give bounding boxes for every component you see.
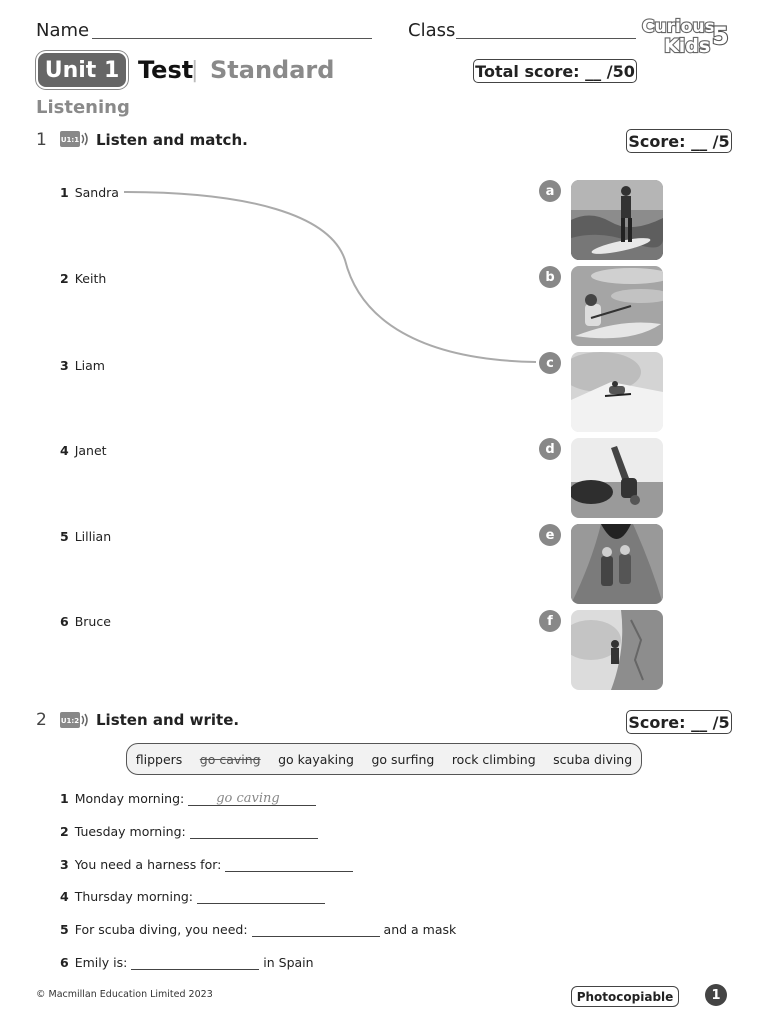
letter-e: e: [539, 524, 561, 546]
rock-climbing-photo: [571, 610, 663, 690]
kayaking-photo: [571, 266, 663, 346]
question-row: 3 You need a harness for:: [60, 857, 353, 872]
answer-field[interactable]: [190, 824, 318, 839]
question-row: 1 Monday morning: go caving: [60, 791, 316, 806]
surfing-photo: [571, 180, 663, 260]
letter-f: f: [539, 610, 561, 632]
answer-field[interactable]: [252, 922, 380, 937]
answer-field[interactable]: [197, 889, 325, 904]
word-bank-item: go kayaking: [278, 751, 354, 767]
svg-text:Curious: Curious: [642, 17, 715, 37]
letter-a: a: [539, 180, 561, 202]
word-bank-item: rock climbing: [451, 751, 536, 767]
name-label: Name: [36, 20, 90, 41]
word-bank-item: flippers: [135, 751, 183, 767]
page-number: 1: [705, 984, 727, 1006]
answer-field[interactable]: [225, 857, 353, 872]
svg-text:5: 5: [712, 22, 729, 50]
caving-photo: [571, 524, 663, 604]
exercise-2-score: Score: __ /5: [626, 710, 732, 734]
list-item: 5 Lillian: [60, 529, 112, 544]
answer-field[interactable]: [131, 955, 259, 970]
exercise-2-instruction: Listen and write.: [96, 711, 240, 729]
question-row: 5 For scuba diving, you need: and a mask: [60, 922, 457, 937]
word-bank-item-used: go caving: [199, 751, 261, 767]
class-label: Class: [408, 20, 456, 41]
exercise-2-number: 2: [36, 710, 47, 730]
question-row: 6 Emily is: in Spain: [60, 955, 314, 970]
title-separator: |: [191, 58, 199, 83]
snowboarding-photo: [571, 352, 663, 432]
scuba-diving-photo: [571, 438, 663, 518]
title-level: Standard: [210, 56, 335, 84]
title-test: Test: [138, 56, 194, 84]
unit-badge: Unit 1: [38, 53, 126, 87]
photocopiable-badge: Photocopiable: [571, 986, 679, 1007]
letter-c: c: [539, 352, 561, 374]
exercise-1-score: Score: __ /5: [626, 129, 732, 153]
word-bank: [126, 743, 642, 775]
letter-b: b: [539, 266, 561, 288]
question-row: 2 Tuesday morning:: [60, 824, 318, 839]
list-item: 2 Keith: [60, 271, 107, 286]
list-item: 3 Liam: [60, 358, 105, 373]
letter-d: d: [539, 438, 561, 460]
word-bank-item: go surfing: [371, 751, 435, 767]
svg-text:U1:1: U1:1: [60, 136, 80, 144]
list-item: 1 Sandra: [60, 185, 119, 200]
answer-field[interactable]: go caving: [188, 791, 316, 806]
list-item: 6 Bruce: [60, 614, 111, 629]
total-score-box: Total score: __ /50: [473, 59, 637, 83]
list-item: 4 Janet: [60, 443, 107, 458]
section-heading: Listening: [36, 97, 130, 118]
copyright: © Macmillan Education Limited 2023: [36, 989, 213, 1000]
exercise-1-number: 1: [36, 130, 47, 150]
audio-track-icon[interactable]: [60, 711, 92, 733]
question-row: 4 Thursday morning:: [60, 889, 325, 904]
svg-text:U1:2: U1:2: [60, 717, 80, 725]
exercise-1-instruction: Listen and match.: [96, 131, 248, 149]
word-bank-item: scuba diving: [553, 751, 633, 767]
svg-text:Kids: Kids: [664, 35, 711, 57]
